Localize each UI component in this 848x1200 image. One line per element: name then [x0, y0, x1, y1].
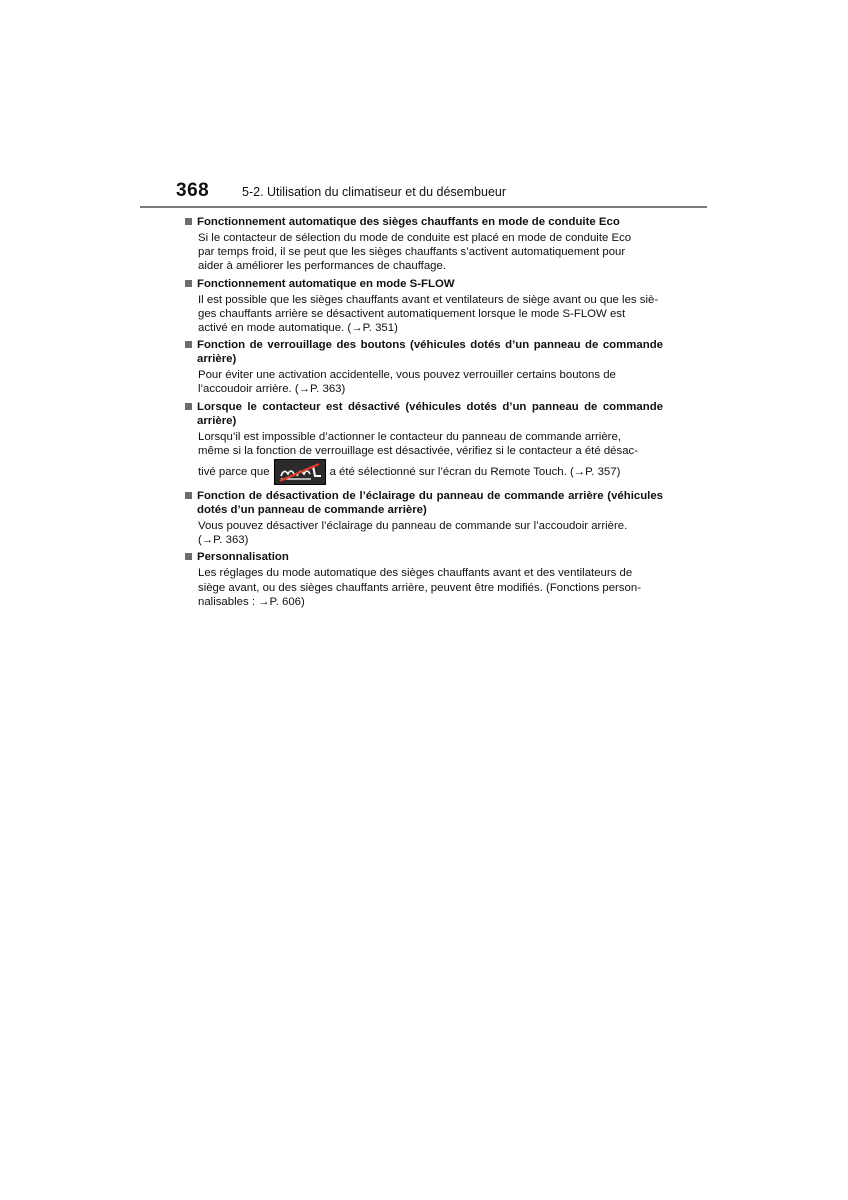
- section-body: Il est possible que les sièges chauffants avant et ventilateurs de siège avant ou que les siè- ges chauffants arrière se désactivent automatiquement lorsque le mode S-FLOW est activé en mode automatique. (→P. 351): [198, 293, 659, 335]
- page-number: 368: [176, 180, 210, 201]
- chapter-title: 5-2. Utilisation du climatiseur et du désembueur: [242, 185, 507, 199]
- section-switch-disabled: [185, 400, 663, 486]
- bullet-square-icon: [185, 403, 192, 410]
- bullet-square-icon: [185, 280, 192, 287]
- section-heading: Fonctionnement automatique des sièges chauffants en mode de conduite Eco: [185, 215, 663, 229]
- section-heading: Lorsque le contacteur est désactivé (véhicules dotés d’un panneau de commande arrière): [185, 400, 663, 428]
- bullet-square-icon: [185, 341, 192, 348]
- page-header: [176, 180, 706, 208]
- bullet-square-icon: [185, 553, 192, 560]
- icon-text-line: tivé parce que a été sélectionné sur l’écran du Remote Touch. (→P. 357): [198, 458, 663, 486]
- section-heading: Fonction de désactivation de l’éclairage du panneau de commande arrière (véhicules dotés d’un panneau de commande arrière): [185, 489, 663, 517]
- section-body: Vous pouvez désactiver l’éclairage du panneau de commande sur l’accoudoir arrière. (→P. 363): [198, 520, 628, 547]
- section-button-lock: [185, 338, 663, 396]
- page-content: [185, 215, 663, 612]
- section-body: Lorsqu’il est impossible d’actionner le contacteur du panneau de commande arrière, même si la fonction de verrouillage est désactivée, vérifiez si le contacteur a été désac- tivé parce que a été sélectionné sur l’écran du Remote Touch. (→P. 357): [185, 430, 663, 486]
- section-body: Si le contacteur de sélection du mode de conduite est placé en mode de conduite Eco par temps froid, il se peut que les sièges chauffants s’activent automatiquement pour aider à améliorer les performances de chauffage.: [198, 232, 632, 273]
- section-body: Pour éviter une activation accidentelle, vous pouvez verrouiller certains boutons de l’accoudoir arrière. (→P. 363): [198, 369, 616, 396]
- section-personalisation: [185, 550, 663, 609]
- section-heading: Fonction de verrouillage des boutons (véhicules dotés d’un panneau de commande arrière): [185, 338, 663, 366]
- section-heading: Personnalisation: [185, 550, 663, 564]
- section-lighting-off: [185, 489, 663, 547]
- bullet-square-icon: [185, 218, 192, 225]
- rear-seat-lock-icon: [274, 459, 326, 485]
- section-body: Les réglages du mode automatique des sièges chauffants avant et des ventilateurs de siège avant, ou des sièges chauffants arrière, peuvent être modifiés. (Fonctions person- nalisables : →P. 606): [198, 567, 642, 608]
- section-heading: Fonctionnement automatique en mode S-FLOW: [185, 277, 663, 291]
- section-eco-heated-seats: [185, 215, 663, 274]
- bullet-square-icon: [185, 492, 192, 499]
- section-s-flow: [185, 277, 663, 336]
- header-rule: [140, 206, 707, 208]
